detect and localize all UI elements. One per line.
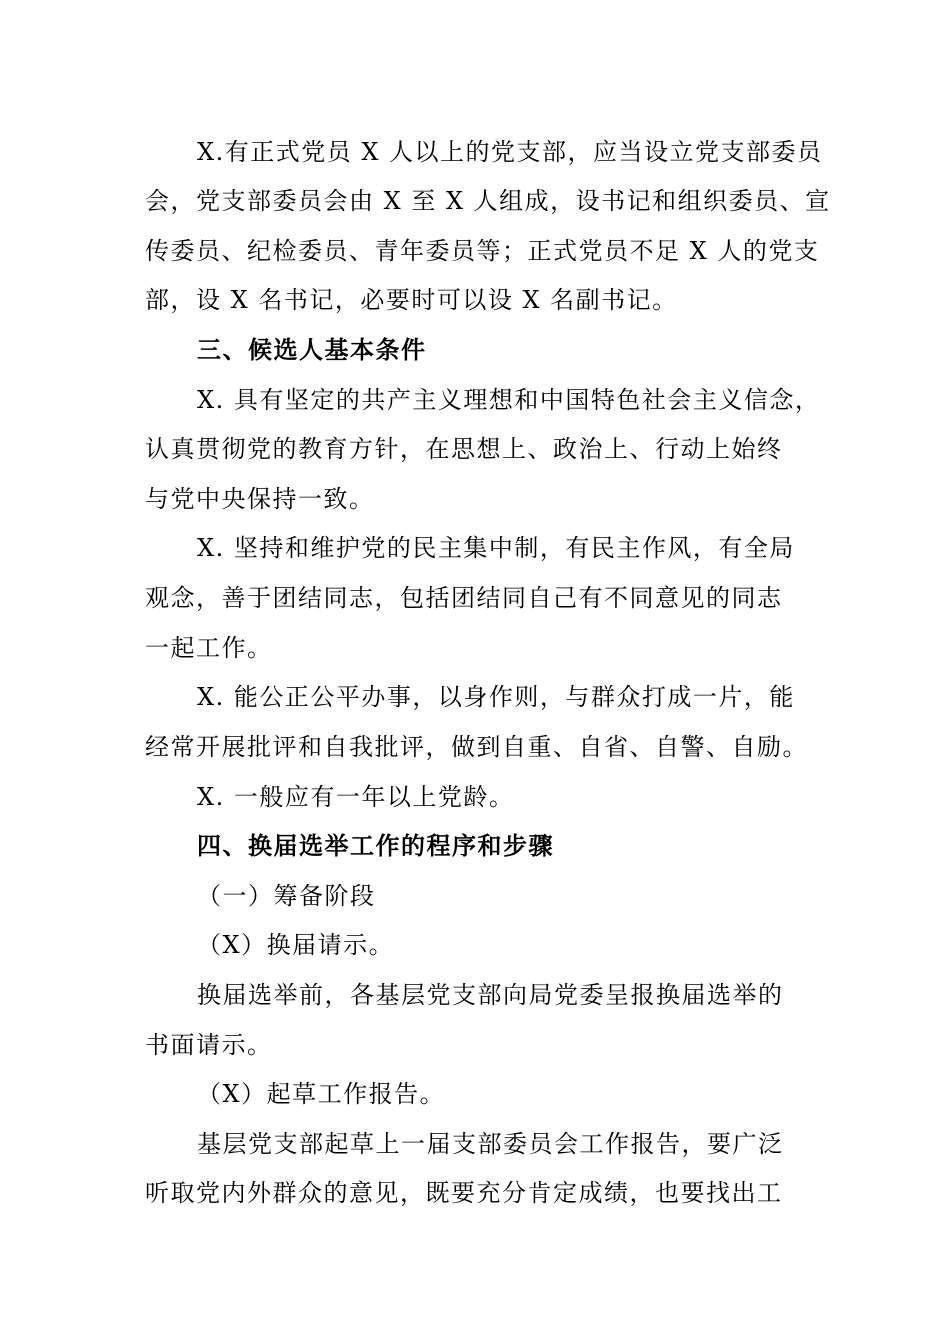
text-line: X. 能公正公平办事，以身作则，与群众打成一片，能 — [197, 683, 795, 711]
text-line: 书面请示。 — [145, 1031, 273, 1059]
text-line: 基层党支部起草上一届支部委员会工作报告，要广泛 — [197, 1130, 784, 1158]
text-line: 认真贯彻党的教育方针，在思想上、政治上、行动上始终 — [145, 435, 783, 463]
text-line: X. 具有坚定的共产主义理想和中国特色社会主义信念， — [197, 386, 821, 414]
section-heading: 四、换届选举工作的程序和步骤 — [197, 831, 554, 860]
text-line: 换届选举前，各基层党支部向局党委呈报换届选举的 — [197, 981, 784, 1009]
text-line: X.有正式党员 X 人以上的党支部，应当设立党支部委员 — [197, 138, 823, 166]
text-line: （一）筹备阶段 — [197, 882, 376, 910]
text-line: 传委员、纪检委员、青年委员等；正式党员不足 X 人的党支 — [145, 237, 820, 265]
text-line: 经常开展批评和自我批评，做到自重、自省、自警、自励。 — [145, 733, 808, 761]
text-line: （X）换届请示。 — [197, 931, 395, 959]
text-line: X. 一般应有一年以上党龄。 — [197, 783, 515, 811]
text-line: 观念，善于团结同志，包括团结同自己有不同意见的同志 — [145, 584, 783, 612]
text-line: 与党中央保持一致。 — [145, 485, 375, 513]
text-line: 听取党内外群众的意见，既要充分肯定成绩，也要找出工 — [145, 1179, 783, 1207]
text-line: X. 坚持和维护党的民主集中制，有民主作风，有全局 — [197, 534, 795, 562]
text-line: 一起工作。 — [145, 634, 273, 662]
section-heading: 三、候选人基本条件 — [197, 335, 427, 364]
text-line: 部，设 X 名书记，必要时可以设 X 名副书记。 — [145, 286, 678, 314]
text-line: （X）起草工作报告。 — [197, 1080, 446, 1108]
text-line: 会，党支部委员会由 X 至 X 人组成，设书记和组织委员、宣 — [145, 187, 831, 215]
